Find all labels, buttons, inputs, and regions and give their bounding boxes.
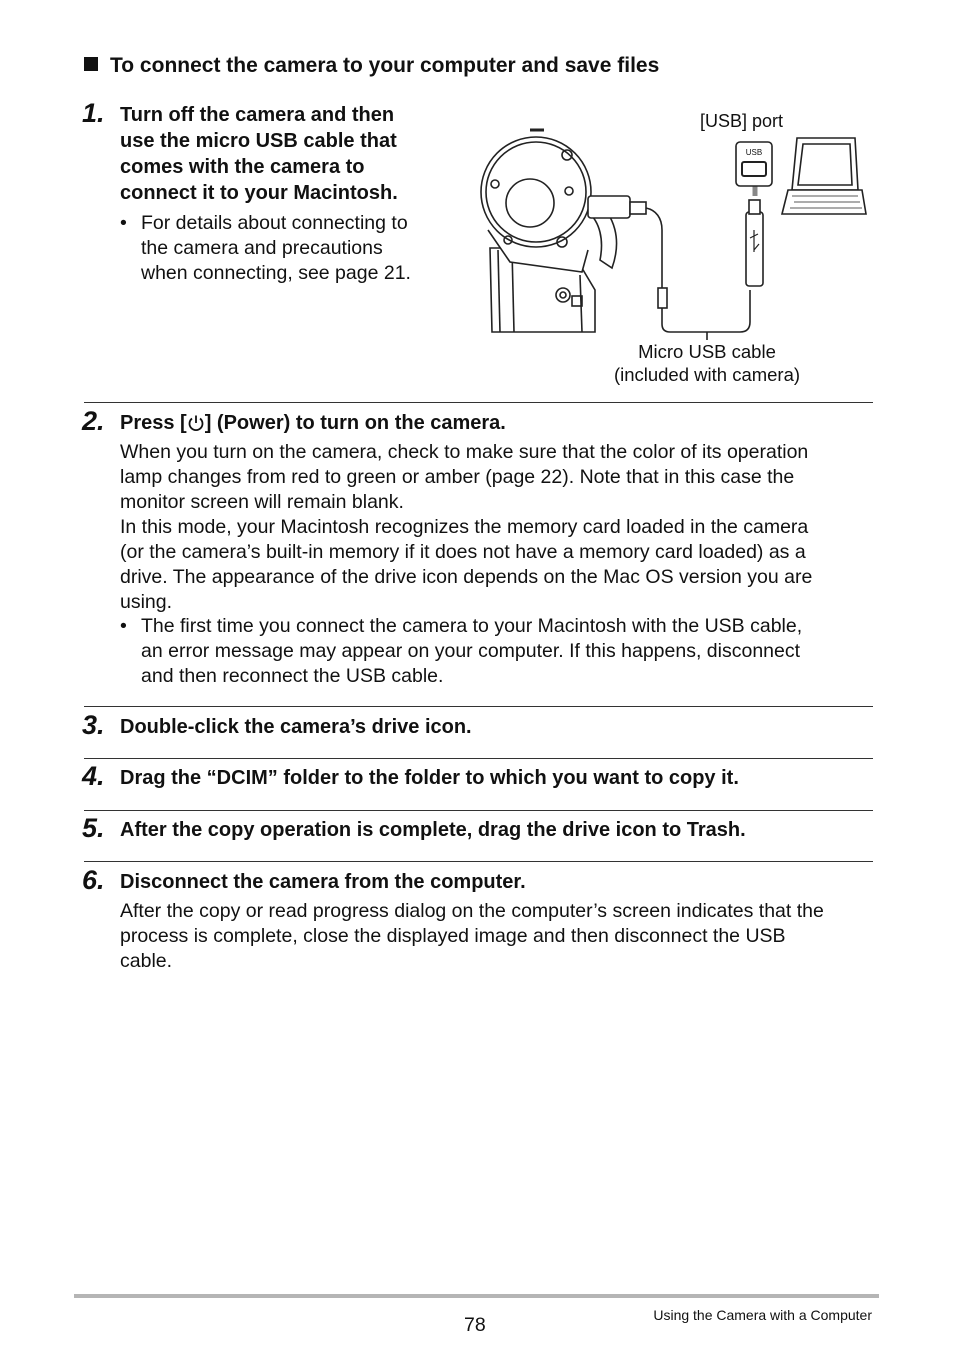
divider — [84, 861, 873, 862]
step-1-title-line: use the micro USB cable that — [120, 130, 397, 152]
step-4-number: 4. — [82, 761, 105, 791]
body-line: (or the camera’s built-in memory if it does not have a memory card loaded) as a — [120, 541, 806, 563]
camera-computer-diagram — [470, 100, 890, 340]
section-heading — [84, 54, 659, 78]
bullet-icon: • — [120, 212, 127, 234]
body-line: When you turn on the camera, check to make sure that the color of its operation — [120, 441, 809, 463]
body-line: After the copy or read progress dialog on the computer’s screen indicates that the — [120, 900, 824, 922]
body-line: using. — [120, 591, 173, 613]
micro-usb-cable-illustration — [588, 196, 763, 340]
cable-label-line: Micro USB cable — [638, 341, 776, 362]
bullet-line: and then reconnect the USB cable. — [141, 665, 444, 687]
step-4-title: Drag the “DCIM” folder to the folder to which you want to copy it. — [120, 767, 739, 789]
footer-section-title: Using the Camera with a Computer — [653, 1307, 872, 1323]
step-1-bullet-text — [141, 211, 411, 286]
power-icon — [187, 414, 205, 432]
step-1-number: 1. — [82, 98, 105, 128]
camera-illustration — [481, 130, 617, 332]
step-2-title — [120, 410, 506, 436]
step-6-body — [120, 899, 824, 974]
bullet-line: For details about connecting to — [141, 212, 408, 234]
step-2-body — [120, 440, 812, 615]
step-3-title: Double-click the camera’s drive icon. — [120, 716, 472, 738]
step-2-title-pre: Press [ — [120, 412, 187, 434]
usb-tag-label: USB — [745, 148, 763, 157]
square-bullet-icon — [84, 57, 98, 71]
step-1-title-line: comes with the camera to — [120, 156, 365, 178]
step-1-title-line: connect it to your Macintosh. — [120, 182, 398, 204]
bullet-line: an error message may appear on your computer. If this happens, disconnect — [141, 640, 801, 662]
step-6-number: 6. — [82, 865, 105, 895]
body-line: In this mode, your Macintosh recognizes the memory card loaded in the camera — [120, 516, 809, 538]
step-1-bullet — [120, 211, 450, 286]
step-1-title-line: Turn off the camera and then — [120, 104, 395, 126]
step-3-number: 3. — [82, 710, 105, 740]
body-line: lamp changes from red to green or amber (page 22). Note that in this case the — [120, 466, 795, 488]
body-line: drive. The appearance of the drive icon depends on the Mac OS version you are — [120, 566, 813, 588]
usb-port-label: [USB] port — [700, 111, 784, 131]
bullet-line: when connecting, see page 21. — [141, 262, 411, 284]
divider — [84, 810, 873, 811]
step-6-title: Disconnect the camera from the computer. — [120, 871, 526, 893]
step-5-number: 5. — [82, 813, 105, 843]
step-2-bullet — [120, 614, 880, 689]
body-line: cable. — [120, 950, 173, 972]
laptop-illustration — [782, 138, 866, 214]
connection-illustration — [470, 100, 890, 390]
divider — [84, 758, 873, 759]
step-2-bullet-text — [141, 614, 802, 689]
bullet-icon: • — [120, 615, 127, 637]
cable-label — [607, 340, 807, 386]
step-5-title: After the copy operation is complete, drag the drive icon to Trash. — [120, 819, 746, 841]
bullet-line: The first time you connect the camera to your Macintosh with the USB cable, — [141, 615, 803, 637]
divider — [84, 706, 873, 707]
step-1-title — [120, 102, 398, 206]
bullet-line: the camera and precautions — [141, 237, 383, 259]
page-number: 78 — [464, 1314, 486, 1336]
step-2-title-post: ] (Power) to turn on the camera. — [204, 412, 506, 434]
footer-rule — [74, 1294, 879, 1298]
section-heading-text: To connect the camera to your computer and save files — [110, 54, 660, 77]
body-line: monitor screen will remain blank. — [120, 491, 404, 513]
divider — [84, 402, 873, 403]
step-2-number: 2. — [82, 406, 105, 436]
body-line: process is complete, close the displayed image and then disconnect the USB — [120, 925, 786, 947]
cable-label-line: (included with camera) — [613, 364, 801, 385]
